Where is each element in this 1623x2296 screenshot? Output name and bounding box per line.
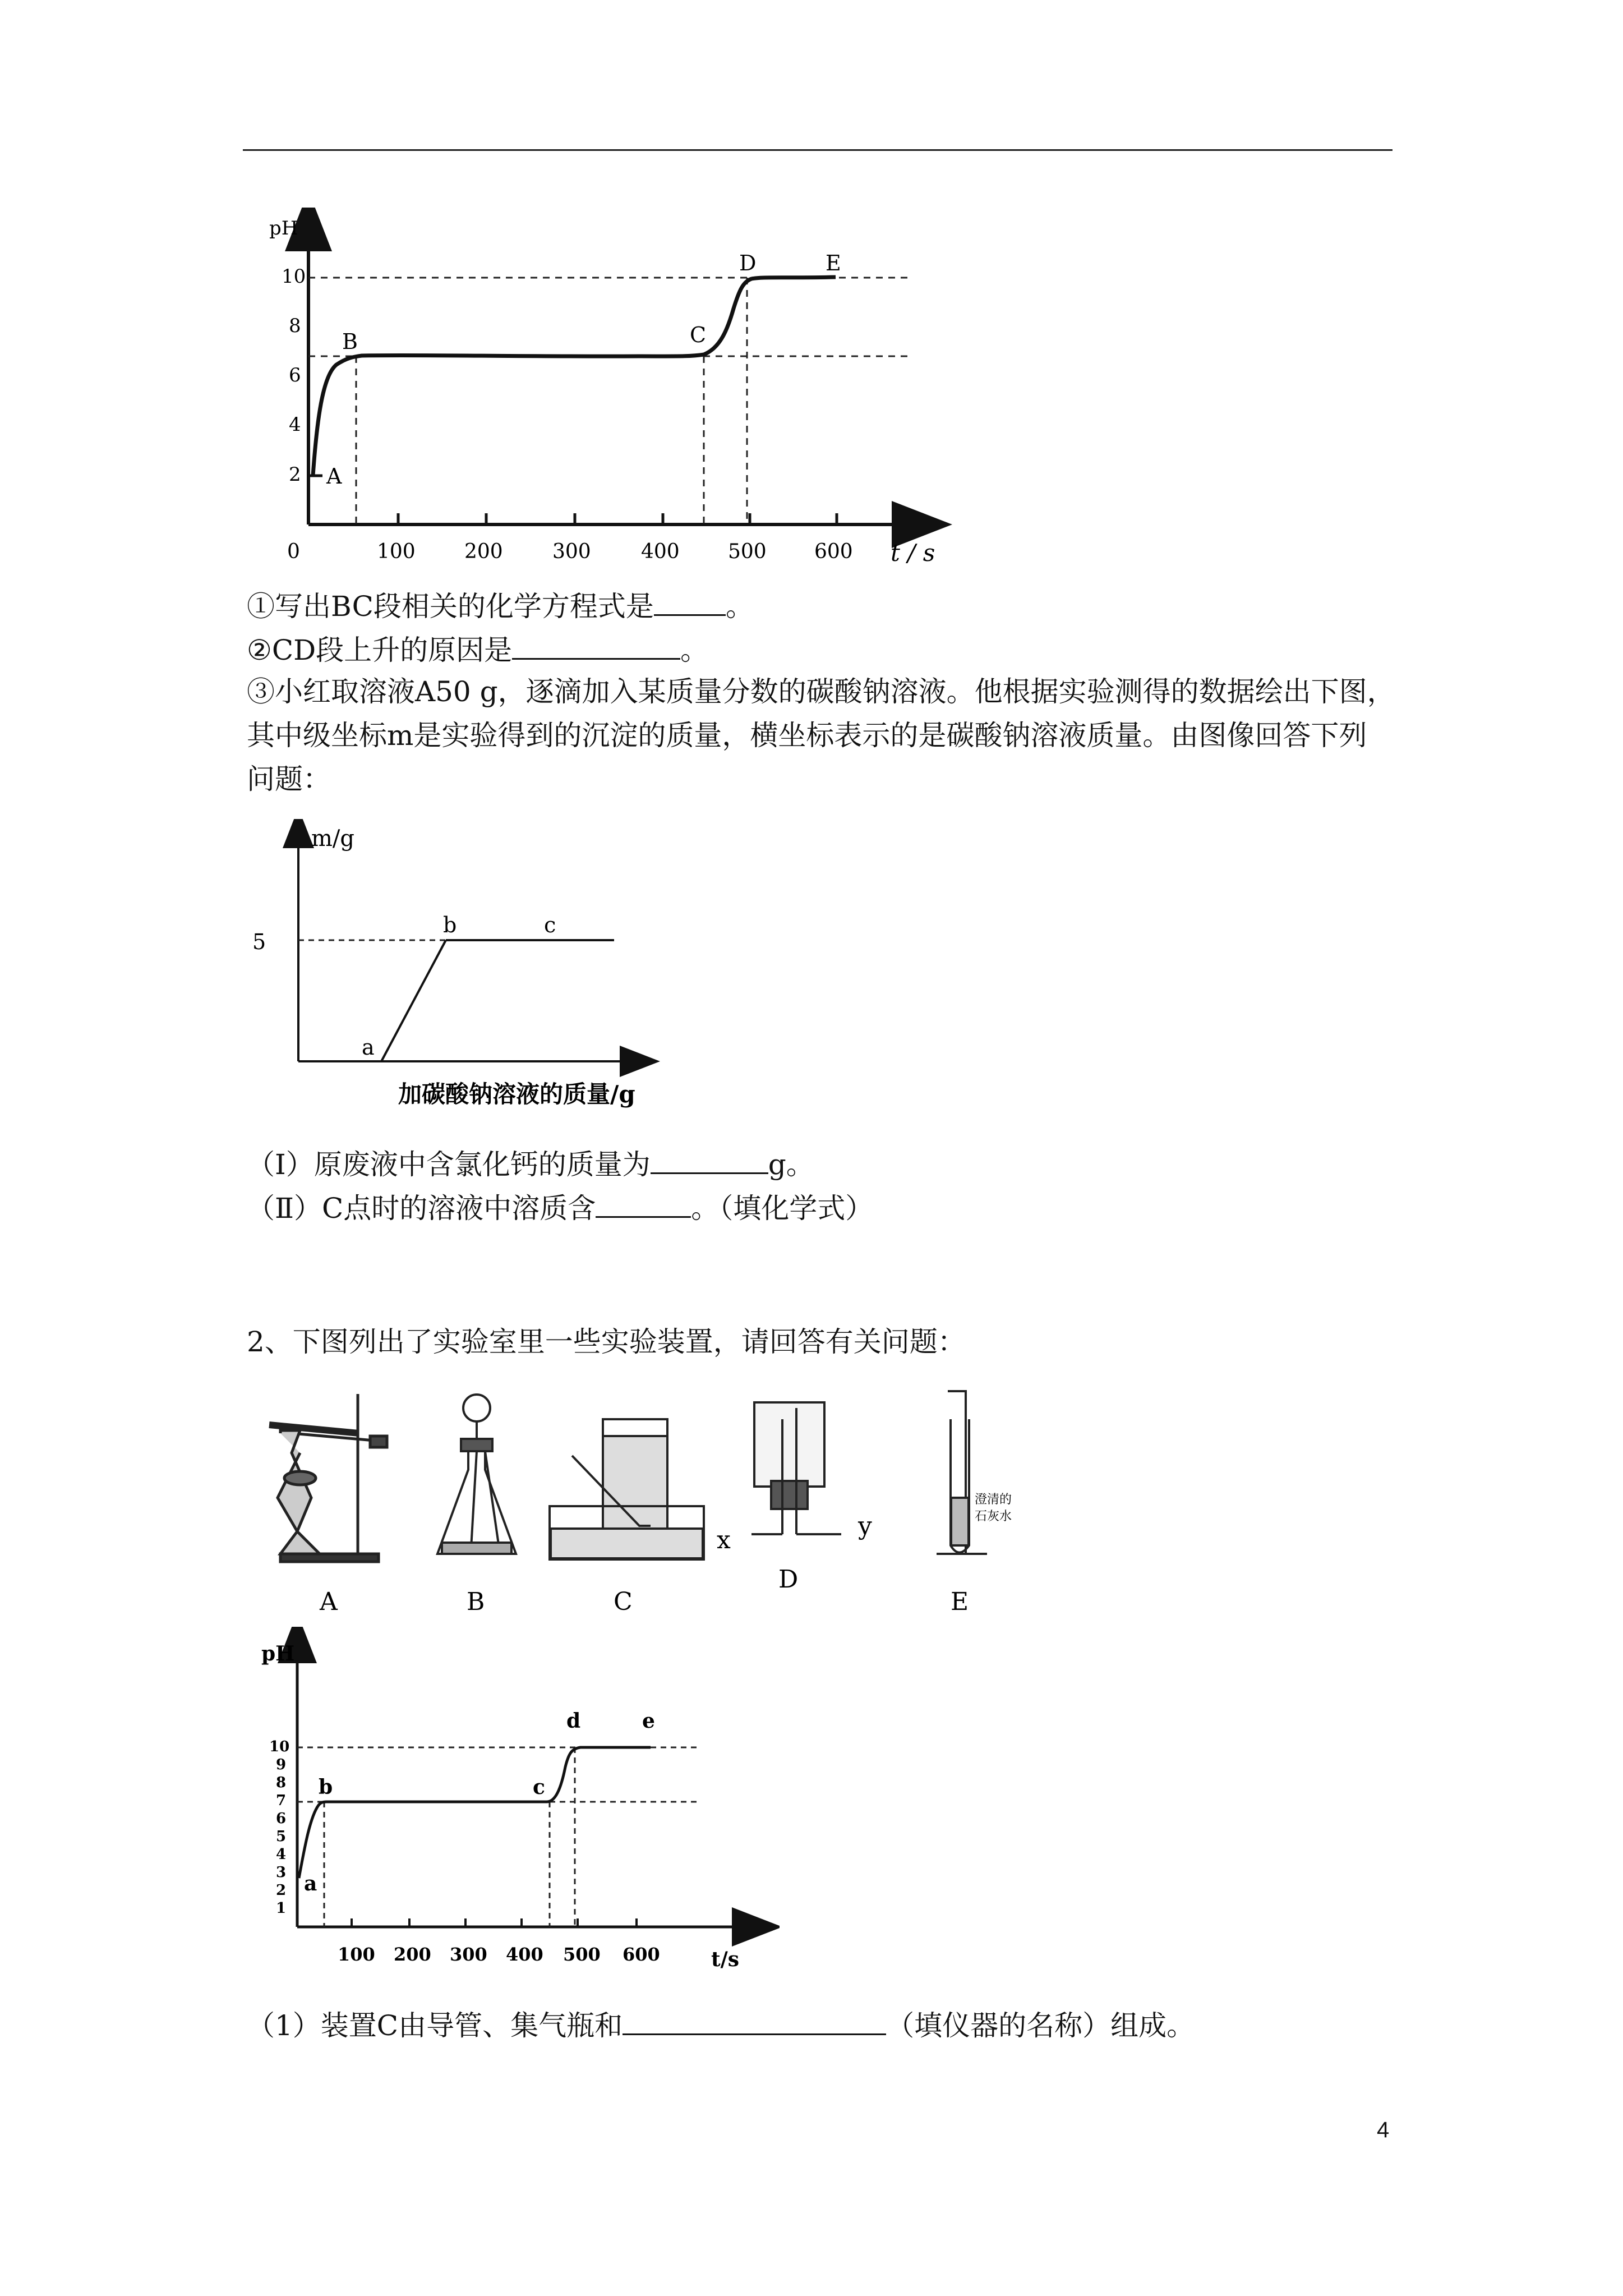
apparatus-figure <box>258 1386 1077 1627</box>
answer-blank[interactable] <box>512 630 680 660</box>
x-tick-label: 100 <box>338 1944 375 1965</box>
point-label-d: D <box>739 251 757 275</box>
y-tick-label: 8 <box>276 1774 287 1791</box>
y-tick-label: 4 <box>289 413 301 436</box>
x-tick-label: 600 <box>814 540 853 563</box>
apparatus-d <box>751 1402 841 1534</box>
reference-lines <box>308 278 909 524</box>
x-tick-label: 600 <box>623 1944 660 1965</box>
point-label-e: E <box>826 251 841 275</box>
y-axis-label: m/g <box>311 826 355 852</box>
y-axis-label: pH <box>269 217 298 240</box>
question-line-5: 问题： <box>247 763 331 795</box>
x-tick-label: 200 <box>464 540 503 563</box>
question-line-2: ②CD段上升的原因是 。 <box>247 630 708 668</box>
sub-question-1: （Ⅰ）原废液中含氯化钙的质量为 g。 <box>247 1144 814 1182</box>
point-label-a: a <box>362 1035 375 1060</box>
x-tick-label: 400 <box>641 540 680 563</box>
sub-question-2: （Ⅱ）C点时的溶液中溶质含 。（填化学式） <box>247 1188 873 1226</box>
point-label-c: C <box>690 323 707 347</box>
y-tick-label: 2 <box>276 1882 287 1899</box>
x-tick-label: 500 <box>728 540 767 563</box>
limewater-note-1: 澄清的 <box>975 1493 1012 1507</box>
point-label-d: d <box>566 1709 581 1733</box>
x-axis-label: 加碳酸钠溶液的质量/g <box>398 1080 635 1108</box>
y-tick-label: 6 <box>276 1810 287 1827</box>
x-tick-label: 400 <box>506 1944 543 1965</box>
ph-chart-2 <box>241 1627 780 1975</box>
apparatus-label-b: B <box>467 1588 485 1616</box>
apparatus-label-e: E <box>951 1588 969 1616</box>
ph-curve <box>313 277 836 476</box>
y-tick-label: 7 <box>276 1792 287 1809</box>
apparatus-e <box>937 1391 987 1554</box>
point-label-a: A <box>326 464 342 489</box>
y-tick-label: 3 <box>276 1864 287 1881</box>
x-tick-label: 200 <box>394 1944 431 1965</box>
port-label-x: x <box>717 1526 731 1554</box>
y-tick-label: 4 <box>276 1846 287 1863</box>
apparatus-c <box>550 1419 704 1559</box>
point-label-b: B <box>342 329 358 354</box>
point-label-a: a <box>304 1872 317 1895</box>
answer-blank[interactable] <box>651 1144 768 1174</box>
port-label-y: y <box>858 1512 872 1540</box>
question-line-1: ①写出BC段相关的化学方程式是 。 <box>247 586 754 624</box>
point-label-b: b <box>319 1775 333 1799</box>
x-tick-label: 500 <box>563 1944 601 1965</box>
answer-blank[interactable] <box>623 2005 886 2035</box>
x-axis-label: t / s <box>891 539 935 567</box>
point-label-c: c <box>544 913 556 937</box>
apparatus-b <box>437 1395 516 1554</box>
point-label-b: b <box>443 913 457 937</box>
question-2-item-1: （1）装置C由导管、集气瓶和 （填仪器的名称）组成。 <box>247 2005 1195 2044</box>
mass-chart <box>247 819 684 1122</box>
y-tick-label: 2 <box>289 463 301 486</box>
mass-rise-line <box>381 940 446 1061</box>
x-axis-label: t/s <box>711 1948 740 1971</box>
point-label-e: e <box>642 1709 655 1733</box>
question-2-title: 2、下图列出了实验室里一些实验装置，请回答有关问题： <box>247 1326 966 1358</box>
answer-blank[interactable] <box>654 586 726 616</box>
ph-curve <box>299 1747 651 1878</box>
limewater-note-2: 石灰水 <box>975 1510 1012 1524</box>
apparatus-label-a: A <box>320 1588 338 1616</box>
y-tick-label: 8 <box>289 315 301 337</box>
x-tick-label: 100 <box>377 540 416 563</box>
page-number: 4 <box>1377 2118 1390 2142</box>
y-axis-label: pH <box>261 1642 295 1665</box>
origin-label: 0 <box>287 540 300 563</box>
point-label-c: c <box>533 1775 545 1799</box>
y-tick-label: 10 <box>282 265 306 288</box>
apparatus-a <box>269 1394 387 1562</box>
header-rule <box>243 149 1393 151</box>
y-tick-label: 5 <box>276 1828 287 1845</box>
y-tick-label: 5 <box>252 930 266 954</box>
y-tick-label: 6 <box>289 364 301 386</box>
y-tick-label: 9 <box>276 1756 287 1773</box>
x-tick-label: 300 <box>552 540 591 563</box>
x-tick-label: 300 <box>450 1944 487 1965</box>
question-line-4: 其中级坐标m是实验得到的沉淀的质量，横坐标表示的是碳酸钠溶液质量。由图像回答下列 <box>247 719 1367 752</box>
apparatus-label-c: C <box>614 1588 633 1616</box>
y-tick-label: 10 <box>269 1738 290 1755</box>
reference-lines <box>297 1747 701 1927</box>
question-line-3: ③小红取溶液A50 g，逐滴加入某质量分数的碳酸钠溶液。他根据实验测得的数据绘出下图， <box>247 675 1395 708</box>
apparatus-label-d: D <box>778 1565 799 1594</box>
ph-chart-1 <box>247 208 987 578</box>
y-tick-label: 1 <box>276 1900 287 1917</box>
answer-blank[interactable] <box>596 1188 691 1218</box>
